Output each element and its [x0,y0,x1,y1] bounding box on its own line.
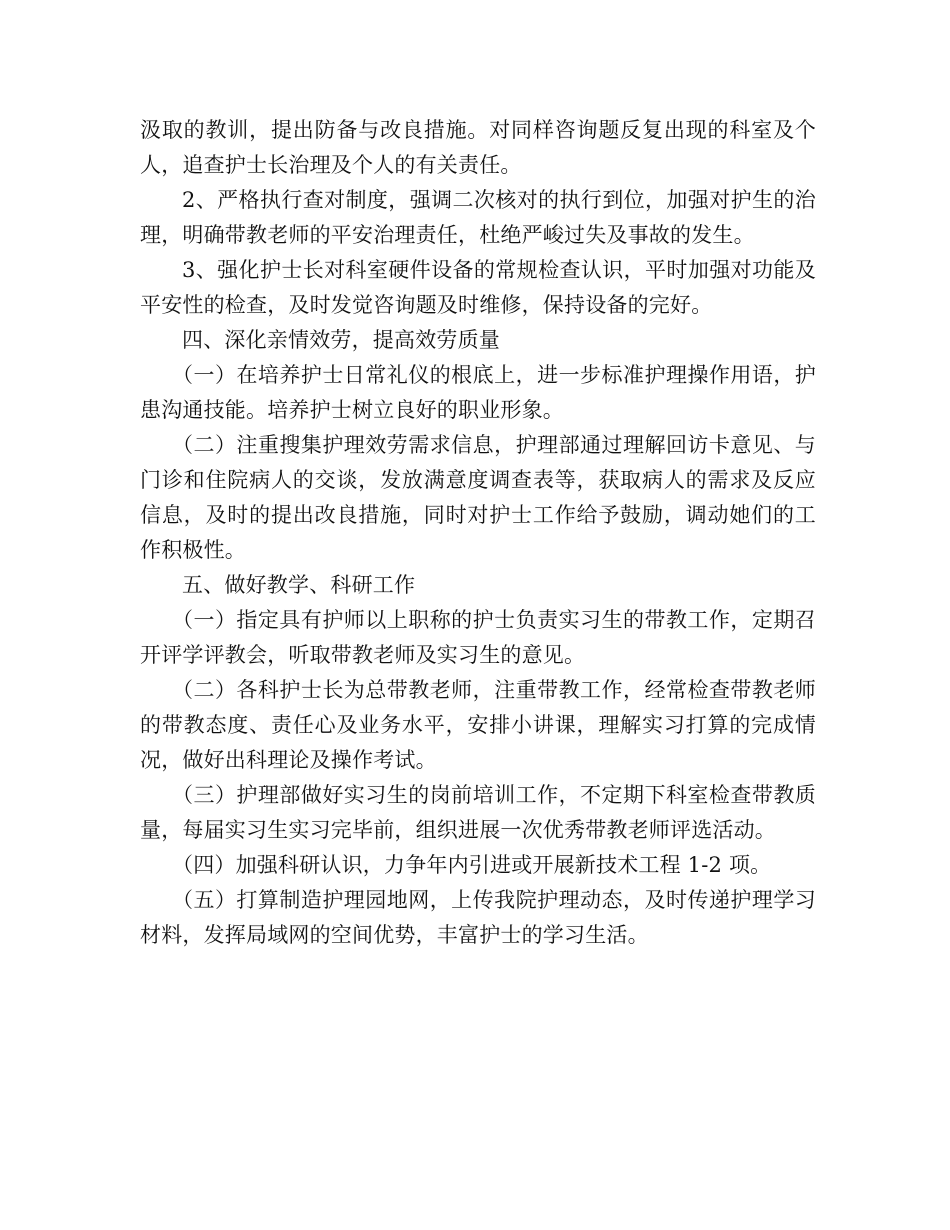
document-page [140,113,816,953]
paragraph-4-2: （二）注重搜集护理效劳需求信息，护理部通过理解回访卡意见、与门诊和住院病人的交谈，发放满意度调查表等，获取病人的需求及反应信息，及时的提出改良措施，同时对护士工作给予鼓励，调动她们的工作积极性。 [140,433,816,562]
paragraph-4-1: （一）在培养护士日常礼仪的根底上，进一步标准护理操作用语，护患沟通技能。培养护士树立良好的职业形象。 [140,363,816,422]
paragraph-5-4: （四）加强科研认识，力争年内引进或开展新技术工程 1-2 项。 [172,853,772,877]
section-heading-4: 四、深化亲情效劳，提高效劳质量 [182,328,500,352]
paragraph-5-2: （二）各科护士长为总带教老师，注重带教工作，经常检查带教老师的带教态度、责任心及业务水平，安排小讲课，理解实习打算的完成情况，做好出科理论及操作考试。 [140,678,816,772]
paragraph-5-5: （五）打算制造护理园地网，上传我院护理动态，及时传递护理学习材料，发挥局域网的空间优势，丰富护士的学习生活。 [140,888,816,947]
paragraph-5-3: （三）护理部做好实习生的岗前培训工作，不定期下科室检查带教质量，每届实习生实习完毕前，组织进展一次优秀带教老师评选活动。 [140,783,816,842]
paragraph-continuation: 汲取的教训，提出防备与改良措施。对同样咨询题反复出现的科室及个人，追查护士长治理及个人的有关责任。 [140,118,816,177]
section-heading-5: 五、做好教学、科研工作 [182,573,416,597]
paragraph-item-3: 3、强化护士长对科室硬件设备的常规检查认识，平时加强对功能及平安性的检查，及时发觉咨询题及时维修，保持设备的完好。 [140,258,816,317]
paragraph-item-2: 2、严格执行查对制度，强调二次核对的执行到位，加强对护生的治理，明确带教老师的平安治理责任，杜绝严峻过失及事故的发生。 [140,188,816,247]
paragraph-5-1: （一）指定具有护师以上职称的护士负责实习生的带教工作，定期召开评学评教会，听取带教老师及实习生的意见。 [140,608,816,667]
